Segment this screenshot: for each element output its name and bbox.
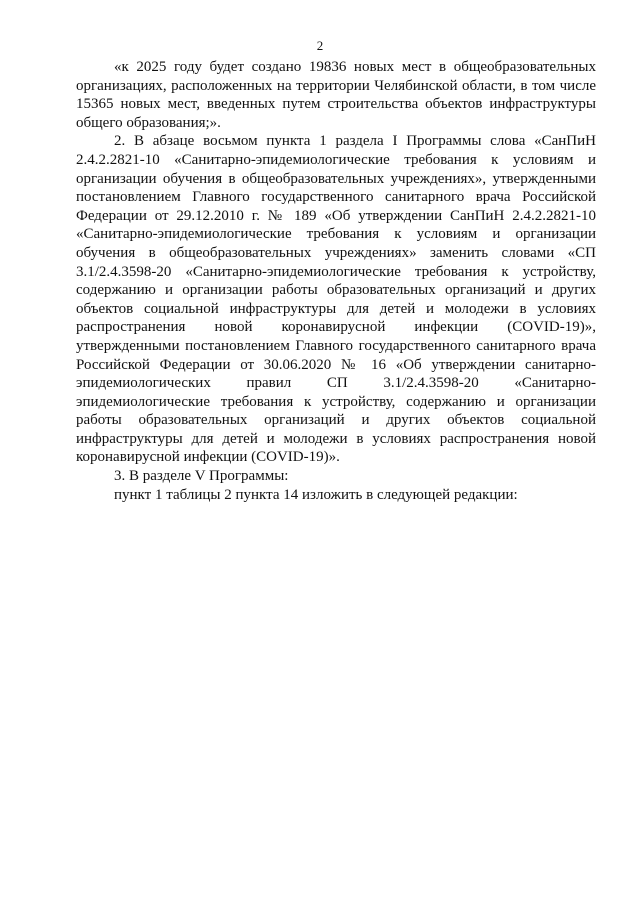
paragraph-item-2-sanpin-replacement: 2. В абзаце восьмом пункта 1 раздела I Программы слова «СанПиН 2.4.2.2821-10 «Санитарно-эпидемиологические требования к условиям и организации обучения в общеобразовательных учреждениях», утвержденными постановлением Главного государственного санитарного врача Российской Федерации от 29.12.2010 г. № 189 «Об утверждении СанПиН 2.4.2.2821-10 «Санитарно-эпидемиологические требования к условиям и организации обучения в общеобразовательных учреждениях» заменить словами «СП 3.1/2.4.3598-20 «Санитарно-эпидемиологические требования к устройству, содержанию и организации работы образовательных организаций и других объектов социальной инфраструктуры для детей и молодежи в условиях распространения новой коронавирусной инфекции (COVID-19)», утвержденными постановлением Главного государственного санитарного врача Российской Федерации от 30.06.2020 № 16 «Об утверждении санитарно-эпидемиологических правил СП 3.1/2.4.3598-20 «Санитарно-эпидемиологические требования к устройству, содержанию и организации работы образовательных организаций и других объектов социальной инфраструктуры для детей и молодежи в условиях распространения новой коронавирусной инфекции (COVID-19)».: [76, 133, 596, 466]
paragraph-item-3-section-v: 3. В разделе V Программы:: [114, 468, 289, 485]
paragraph-table-2-point-1: пункт 1 таблицы 2 пункта 14 изложить в следующей редакции:: [114, 486, 518, 503]
document-body: [76, 58, 596, 504]
paragraph-quote-2025-places: «к 2025 году будет создано 19836 новых мест в общеобразовательных организациях, расположенных на территории Челябинской области, в том числе 15365 новых мест, введенных путем строительства объектов инфраструктуры общего образования;».: [76, 59, 596, 131]
page-number: 2: [316, 38, 324, 53]
